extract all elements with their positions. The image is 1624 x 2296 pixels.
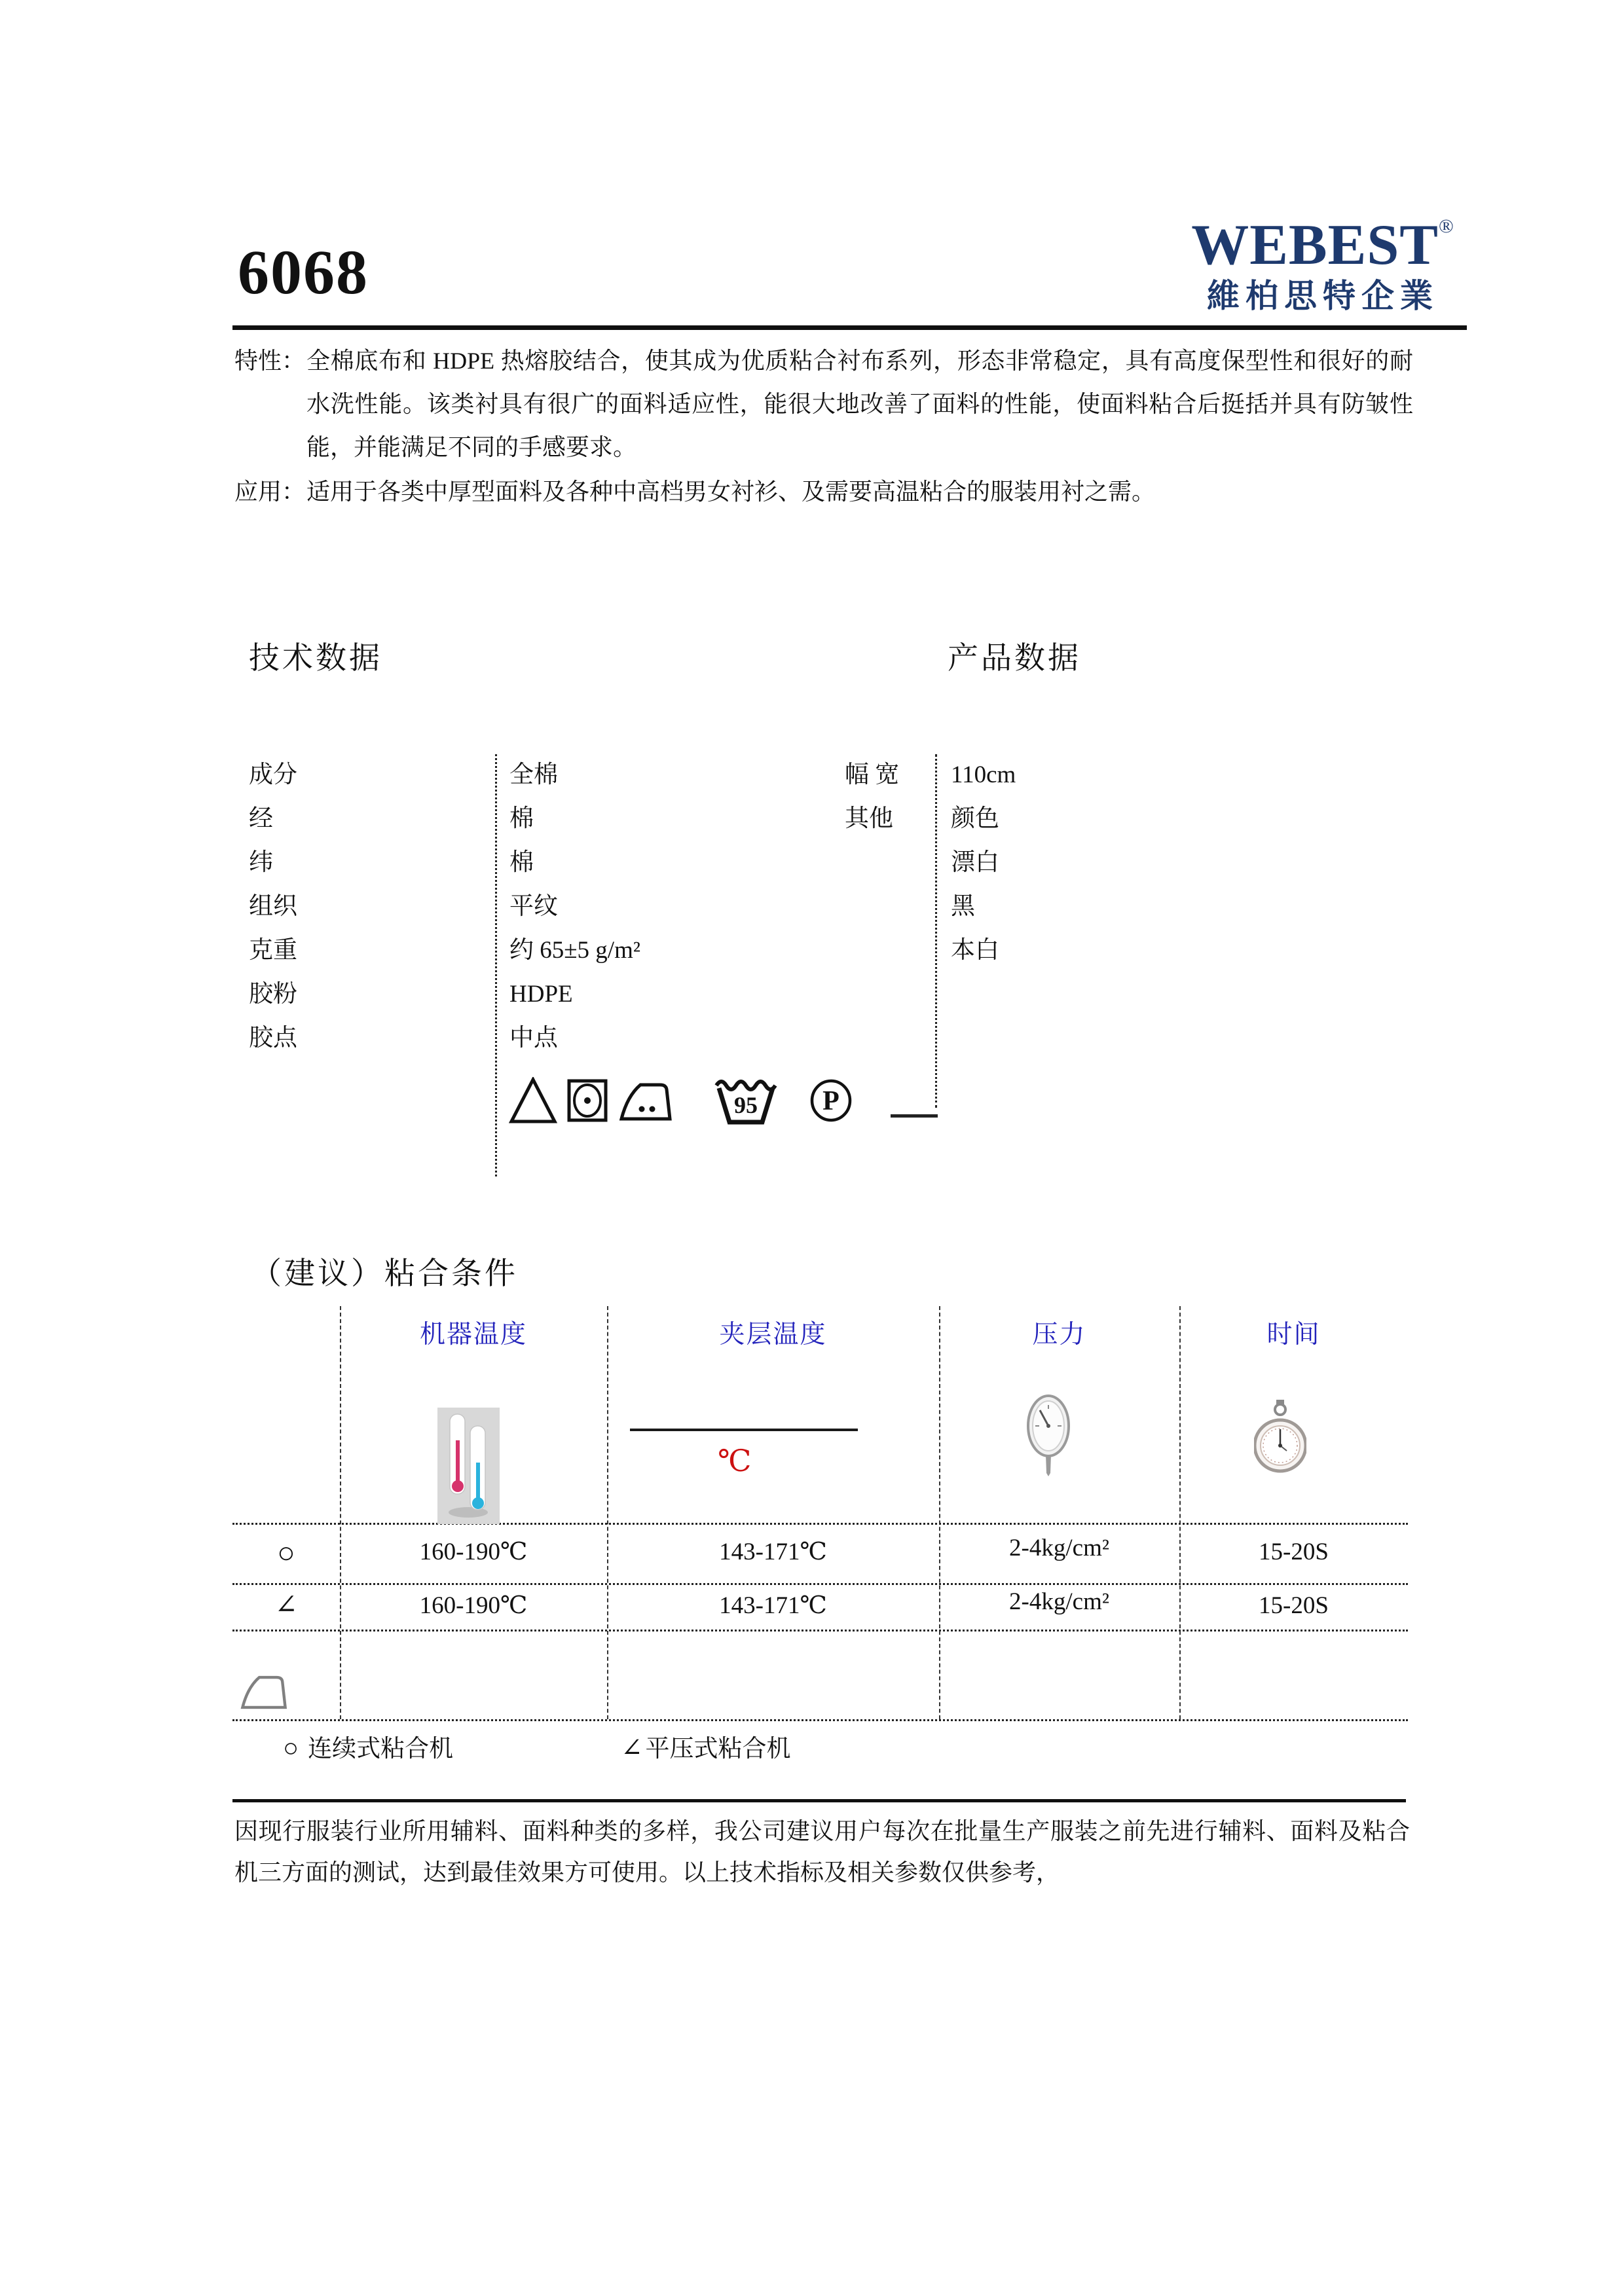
- application-text: 适用于各类中厚型面料及各种中高档男女衬衫、及需要高温粘合的服装用衬之需。: [306, 479, 1156, 505]
- tech-table-separator-1: [495, 754, 497, 1176]
- bonding-row-line-2: [232, 1583, 1408, 1585]
- legend-label: 连续式粘合机: [308, 1736, 454, 1762]
- sandwich-temp-line: [630, 1429, 858, 1431]
- bonding-col-header: 时间: [1266, 1321, 1321, 1349]
- application-paragraph: [234, 470, 1413, 513]
- tech-value: 棉: [509, 805, 534, 832]
- thermometer-icon: [437, 1408, 500, 1524]
- tech-value: 棉: [509, 849, 534, 876]
- bonding-row-line-1: [232, 1523, 1408, 1525]
- tech-labels-column: [249, 753, 297, 1060]
- features-paragraph: [234, 339, 1413, 469]
- bonding-value: 160-190℃: [419, 1539, 528, 1565]
- tech-values-column: [509, 753, 640, 1060]
- celsius-label: ℃: [718, 1444, 752, 1478]
- footer-divider: [232, 1799, 1406, 1802]
- bonding-value: 15-20S: [1259, 1592, 1329, 1619]
- tech-value: 中点: [509, 1025, 558, 1051]
- product-value: 黑: [951, 893, 975, 920]
- bonding-value: 15-20S: [1259, 1539, 1329, 1565]
- tech-table-separator-2: [935, 754, 937, 1108]
- bonding-col-header: 机器温度: [419, 1321, 527, 1349]
- legend-symbol: ○: [283, 1733, 299, 1762]
- brand-logo: [1172, 196, 1473, 315]
- product-value: 漂白: [951, 849, 999, 876]
- product-label: 其他: [845, 805, 893, 832]
- dryclean-p-icon: [809, 1079, 853, 1122]
- dryclean-letter-text: P: [822, 1086, 840, 1116]
- dry-flat-line-icon: [891, 1114, 938, 1118]
- tech-value: 约 65±5 g/m²: [509, 937, 640, 964]
- product-value: 110cm: [951, 761, 1016, 788]
- product-label: 幅 宽: [845, 761, 900, 788]
- bonding-col-line-4: [1179, 1306, 1181, 1719]
- product-value: 颜色: [951, 805, 999, 832]
- iron-two-dots-icon: [618, 1082, 673, 1122]
- wash-temp-text: 95: [734, 1092, 758, 1118]
- bleach-triangle-icon: [509, 1077, 557, 1124]
- tech-label: 胶粉: [249, 981, 297, 1008]
- tech-value: 全棉: [509, 761, 558, 788]
- tech-label: 经: [249, 805, 273, 832]
- tech-label: 胶点: [249, 1025, 297, 1051]
- tech-data-title: 技术数据: [249, 642, 382, 676]
- features-label: 特性：: [234, 348, 306, 374]
- bonding-value: 2-4kg/cm²: [1009, 1588, 1109, 1615]
- product-value: 本白: [951, 937, 999, 964]
- tech-label: 纬: [249, 849, 273, 876]
- stopwatch-icon: [1254, 1398, 1306, 1476]
- product-code: 6068: [238, 237, 369, 307]
- brand-name: WEBEST: [1191, 213, 1439, 277]
- features-text: 全棉底布和 HDPE 热熔胶结合，使其成为优质粘合衬布系列，形态非常稳定，具有高度保型性和很好的耐水洗性能。该类衬具有很广的面料适应性，能很大地改善了面料的性能，使面料粘合后挺括并具有防皱性能，并能满足不同的手感要求。: [306, 348, 1413, 460]
- bonding-row-line-3: [232, 1630, 1408, 1631]
- brand-wordmark: [1172, 196, 1473, 276]
- bonding-col-line-3: [939, 1306, 940, 1719]
- wash-95-icon: [714, 1074, 778, 1126]
- tumble-dry-icon: [567, 1079, 608, 1122]
- legend-continuous: [283, 1732, 453, 1765]
- registered-trademark-icon: ®: [1438, 215, 1454, 237]
- bonding-value: 2-4kg/cm²: [1009, 1535, 1109, 1561]
- tech-label: 组织: [249, 893, 297, 920]
- product-data-title: 产品数据: [948, 642, 1081, 676]
- bonding-title: （建议）粘合条件: [251, 1257, 518, 1291]
- application-label: 应用：: [234, 479, 306, 505]
- machine-symbol-continuous: ○: [277, 1536, 295, 1569]
- bonding-value: 160-190℃: [419, 1592, 528, 1619]
- bonding-col-line-1: [340, 1306, 341, 1719]
- bonding-value: 143-171℃: [719, 1539, 827, 1565]
- tech-value: 平纹: [509, 893, 558, 920]
- bonding-value: 143-171℃: [719, 1592, 827, 1619]
- tech-label: 克重: [249, 937, 297, 964]
- tech-label: 成分: [249, 761, 297, 788]
- brand-chinese-name: 維柏思特企業: [1207, 278, 1439, 314]
- iron-machine-icon: [240, 1669, 288, 1715]
- machine-symbol-flat-press: ∠: [274, 1590, 298, 1620]
- pressure-gauge-icon: [1025, 1393, 1072, 1477]
- bonding-row-line-4: [232, 1719, 1408, 1721]
- legend-flat-press: [621, 1732, 791, 1765]
- bonding-col-line-2: [607, 1306, 608, 1719]
- tech-value: HDPE: [509, 981, 573, 1008]
- bonding-col-header: 压力: [1032, 1321, 1086, 1349]
- legend-symbol: ∠: [621, 1733, 643, 1762]
- bonding-col-header: 夹层温度: [719, 1321, 827, 1349]
- footer-note: 因现行服装行业所用辅料、面料种类的多样，我公司建议用户每次在批量生产服装之前先进行辅料、面料及粘合机三方面的测试，达到最佳效果方可使用。以上技术指标及相关参数仅供参考，: [234, 1818, 1410, 1886]
- header-divider: [232, 325, 1467, 330]
- product-values-column: [951, 753, 1016, 972]
- legend-label: 平压式粘合机: [645, 1736, 791, 1762]
- product-labels-column: [845, 753, 899, 841]
